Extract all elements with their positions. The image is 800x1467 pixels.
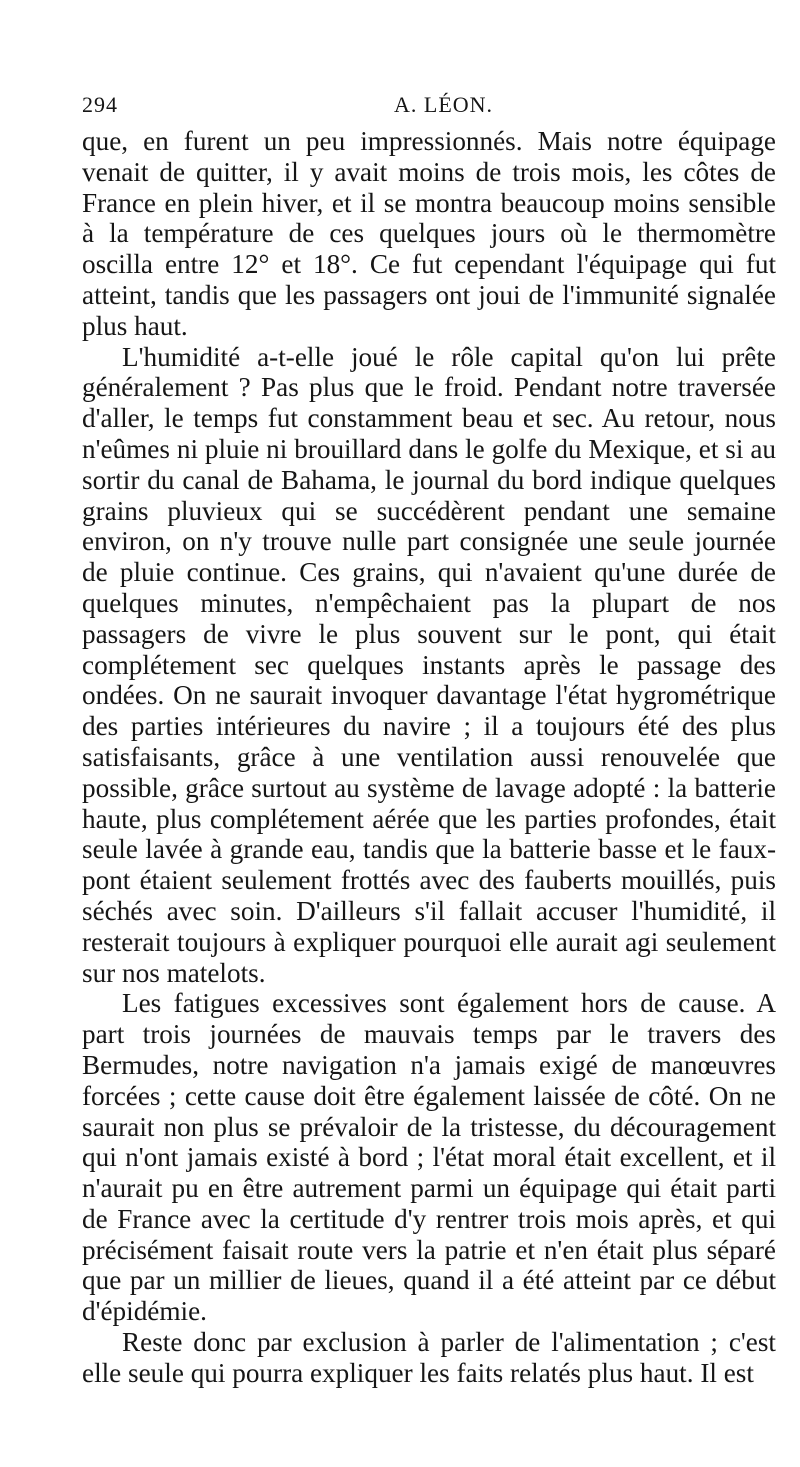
paragraph: Les fatigues excessives sont également hors de cause. A part trois journées de mauvais temps par le travers des Bermudes, notre navigation n'a jamais exigé de manœuvres forcées ; cette cause doit être également laissée de côté. On ne saurait non plus se prévaloir de la tristesse, du découragement qui n'ont jamais existé à bord ; l'état moral était excellent, et il n'aurait pu en être autrement parmi un équipage qui était parti de France avec la certitude d'y rentrer trois mois après, et qui précisément faisait route vers la patrie et n'en était plus séparé que par un millier de lieues, quand il a été atteint par ce début d'épidémie. xyxy=(82,988,776,1327)
paragraph: L'humidité a-t-elle joué le rôle capital qu'on lui prête généralement ? Pas plus que le froid. Pendant notre traversée d'aller, le temps fut constamment beau et sec. Au retour, nous n'eûmes ni pluie ni brouillard dans le golfe du Mexique, et si au sortir du canal de Bahama, le journal du bord indique quelques grains pluvieux qui se succédèrent pendant une semaine environ, on n'y trouve nulle part consignée une seule journée de pluie continue. Ces grains, qui n'avaient qu'une durée de quelques minutes, n'empêchaient pas la plupart de nos passagers de vivre le plus souvent sur le pont, qui était complétement sec quelques instants après le passage des ondées. On ne saurait invoquer davantage l'état hygrométrique des parties intérieures du navire ; il a toujours été des plus satisfaisants, grâce à une ventilation aussi renouvelée que possible, grâce surtout au système de lavage adopté : la batterie haute, plus complétement aérée que les parties profondes, était seule lavée à grande eau, tandis que la batterie basse et le faux-pont étaient seulement frottés avec des fauberts mouillés, puis séchés avec soin. D'ailleurs s'il fallait accuser l'humidité, il resterait toujours à expliquer pourquoi elle aurait agi seulement sur nos matelots. xyxy=(82,341,776,988)
running-head xyxy=(82,92,776,126)
paragraph: que, en furent un peu impressionnés. Mais notre équipage venait de quitter, il y avait moins de trois mois, les côtes de France en plein hiver, et il se montra beaucoup moins sensible à la température de ces quelques jours où le thermomètre oscilla entre 12° et 18°. Ce fut cependant l'équipage qui fut atteint, tandis que les passagers ont joui de l'immunité signalée plus haut. xyxy=(82,126,776,341)
paragraph: Reste donc par exclusion à parler de l'alimentation ; c'est elle seule qui pourra expliquer les faits relatés plus haut. Il est xyxy=(82,1327,776,1388)
body-text xyxy=(82,126,776,1389)
page-number: 294 xyxy=(82,92,118,117)
running-head-author: A. LÉON. xyxy=(394,92,494,117)
